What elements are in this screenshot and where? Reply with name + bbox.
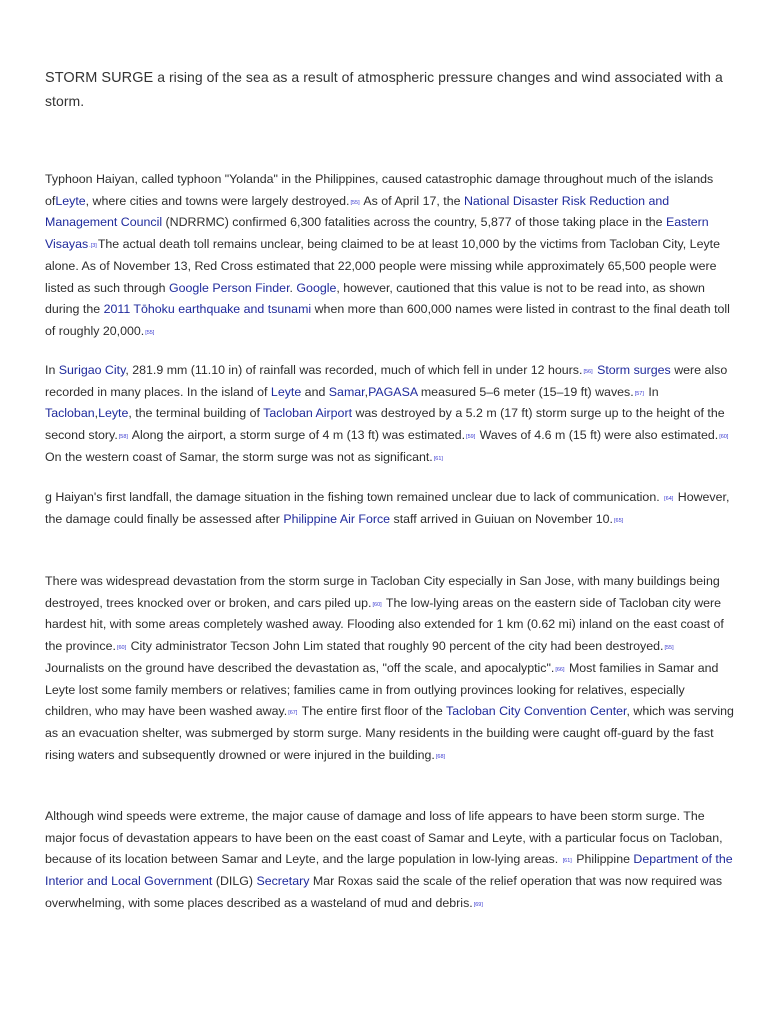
paragraph-4	[45, 571, 735, 766]
paragraph-1	[45, 169, 735, 343]
citation-ref[interactable]: [58]	[118, 434, 128, 441]
paragraph-text: On the western coast of Samar, the storm surge was not as significant.	[45, 449, 433, 464]
citation-ref[interactable]: [57]	[634, 390, 644, 397]
article-link[interactable]: Philippine Air Force	[283, 511, 391, 526]
citation-ref[interactable]: [68]	[435, 753, 446, 760]
citation-ref[interactable]: [55]	[145, 329, 155, 336]
paragraph-text: Most families in Samar and Leyte lost some family members or relatives; families came in from outlying provinces looking for relatives, especially children, who may have been washed away.	[45, 660, 719, 719]
article-link[interactable]: Surigao City	[58, 363, 126, 377]
citation-ref[interactable]: [60]	[719, 434, 729, 441]
paragraph-text: Philippine	[572, 852, 634, 867]
citation-ref[interactable]: [60]	[116, 645, 127, 652]
article-link[interactable]: Department of the Interior and Local Government	[45, 852, 733, 889]
article-link[interactable]: Samar	[328, 384, 365, 399]
paragraph-text: (DILG)	[212, 874, 257, 889]
paragraph-text: , which was serving as an evacuation shelter, was submerged by storm surge. Many residents in the building were caught off-guard by the fast rising waters and subsequently drowned or were injured in the building.	[45, 704, 734, 762]
paragraph-text: Although wind speeds were extreme, the major cause of damage and loss of life appears to have been storm surge. The major focus of devastation appears to have been on the east coast of Samar and Leyte, with a particular focus on Tacloban, because of its location between Samar and Leyte, and the large population in low-lying areas.	[45, 809, 723, 867]
paragraph-3	[45, 487, 735, 530]
article-link[interactable]: Secretary	[256, 874, 310, 889]
paragraph-text: were also recorded in many places. In the island of	[45, 363, 728, 399]
article-link[interactable]: PAGASA	[368, 384, 418, 399]
article-link[interactable]: National Disaster Risk Reduction and Management Council	[45, 193, 670, 230]
paragraph-text: , the terminal building of	[128, 406, 264, 421]
paragraph-text: ,	[364, 384, 369, 399]
paragraph-text: In	[644, 384, 659, 399]
paragraph-text: , however, cautioned that this value is not to be read into, as shown during the	[45, 280, 705, 317]
article-link[interactable]: Tacloban City Convention Center	[446, 704, 627, 719]
paragraph-text: Typhoon Haiyan, called typhoon "Yolanda" in the Philippines, caused catastrophic damage throughout much of the islands of	[45, 172, 714, 208]
intro-term: STORM SURGE	[45, 70, 154, 86]
citation-ref[interactable]: [64]	[664, 496, 674, 502]
paragraph-text: staff arrived in Guiuan on November 10.	[390, 511, 614, 526]
paragraph-text: However, the damage could finally be assessed after	[45, 490, 730, 526]
paragraph-text: (NDRRMC) confirmed 6,300 fatalities across the country, 5,877 of those taking place in the	[162, 215, 666, 230]
citation-ref[interactable]: [55]	[664, 645, 674, 652]
paragraph-text: ,	[94, 406, 99, 421]
paragraph-2	[45, 360, 735, 469]
article-link[interactable]: Google	[296, 280, 337, 295]
article-link[interactable]: Tacloban	[45, 406, 95, 421]
paragraph-text: As of April 17, the	[360, 193, 464, 208]
paragraph-text: In	[45, 363, 59, 377]
article-link[interactable]: Eastern Visayas	[45, 215, 709, 252]
paragraph-text: The entire first floor of the	[298, 704, 447, 719]
paragraph-text: Journalists on the ground have described the devastation as, "off the scale, and apocalyptic".	[45, 660, 555, 675]
paragraph-text: g Haiyan's first landfall, the damage situation in the fishing town remained unclear due to lack of communication.	[45, 490, 664, 504]
citation-ref[interactable]: [61]	[562, 858, 572, 865]
article-link[interactable]: Leyte	[98, 406, 129, 421]
citation-ref[interactable]: [69]	[473, 901, 483, 908]
article-link[interactable]: Storm surges	[597, 363, 671, 377]
article-link[interactable]: Tacloban Airport	[263, 406, 353, 421]
paragraph-text: when more than 600,000 names were listed in contrast to the final death toll of roughly 20,000.	[45, 302, 730, 338]
article-link[interactable]: Leyte	[55, 193, 86, 208]
paragraph-text: Along the airport, a storm surge of 4 m (13 ft) was estimated.	[128, 428, 466, 443]
citation-ref[interactable]: [61]	[433, 455, 443, 462]
citation-ref[interactable]: [55]	[350, 199, 360, 206]
citation-ref[interactable]: [56]	[583, 369, 593, 375]
intro-definition-text: a rising of the sea as a result of atmospheric pressure changes and wind associated with a storm.	[45, 69, 723, 109]
paragraph-text: .	[289, 280, 297, 295]
article-link[interactable]: Google Person Finder	[168, 280, 290, 295]
paragraph-text: Mar Roxas said the scale of the relief operation that was now required was overwhelming, with some places described as a wasteland of mud and debris.	[45, 874, 723, 910]
article-link[interactable]: 2011 Tōhoku earthquake and tsunami	[103, 302, 312, 317]
paragraph-text: The actual death toll remains unclear, being claimed to be at least 10,000 by the victims from Tacloban City, Leyte alone. As of November 13, Red Cross estimated that 22,000 people were missing while approximately 65,500 people were listed as such through	[45, 237, 720, 295]
paragraph-text: was destroyed by a 5.2 m (17 ft) storm surge up to the height of the second story.	[45, 406, 725, 443]
paragraph-text: and	[301, 384, 329, 399]
article-link[interactable]: Leyte	[270, 384, 302, 399]
paragraph-text: City administrator Tecson John Lim stated that roughly 90 percent of the city had been destroyed.	[127, 639, 664, 654]
citation-ref[interactable]: [60]	[372, 601, 382, 608]
intro-definition	[45, 66, 745, 113]
paragraph-text: The low-lying areas on the eastern side of Tacloban city were hardest hit, with some areas completely washed away. Flooding also extended for 1 km (0.62 mi) inland on the east coast of the province.	[45, 595, 724, 654]
paragraph-text: , where cities and towns were largely destroyed.	[85, 193, 350, 208]
paragraph-text: , 281.9 mm (11.10 in) of rainfall was recorded, much of which fell in under 12 hours.	[125, 363, 583, 377]
paragraph-text: There was widespread devastation from the storm surge in Tacloban City especially in San Jose, with many buildings being destroyed, trees knocked over or broken, and cars piled up.	[45, 574, 720, 610]
citation-ref[interactable]: .[3]	[89, 243, 97, 250]
citation-ref[interactable]: [59]	[466, 434, 476, 441]
citation-ref[interactable]: [65]	[614, 517, 624, 524]
paragraph-5	[45, 806, 735, 915]
citation-ref[interactable]: [67]	[288, 710, 298, 717]
paragraph-text: measured 5–6 meter (15–19 ft) waves.	[417, 384, 634, 399]
citation-ref[interactable]: [66]	[555, 666, 565, 673]
paragraph-text: Waves of 4.6 m (15 ft) were also estimated.	[476, 428, 719, 443]
